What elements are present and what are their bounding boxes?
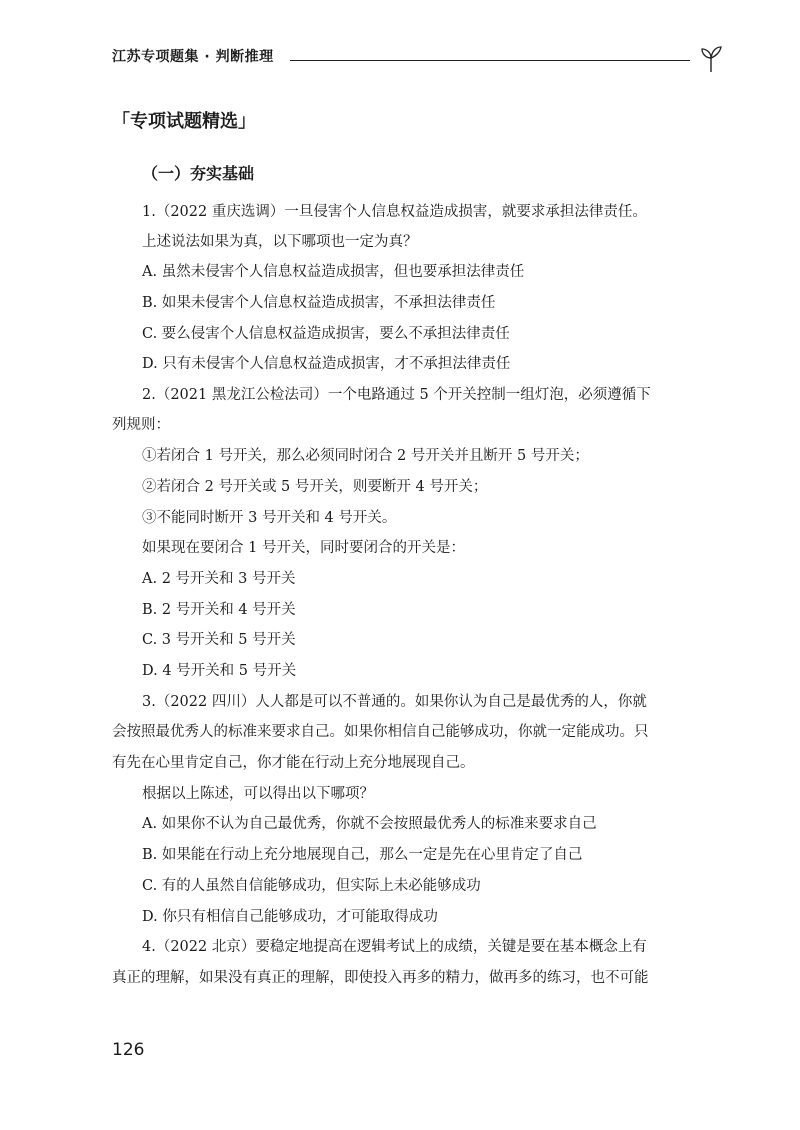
text-line: B. 如果能在行动上充分地展现自己，那么一定是先在心里肯定了自己 <box>142 847 583 863</box>
text-line: A. 虽然未侵害个人信息权益造成损害，但也要承担法律责任 <box>142 264 525 280</box>
header-title: 江苏专项题集 · 判断推理 <box>112 49 274 65</box>
text-line: 真正的理解，如果没有真正的理解，即使投入再多的精力，做再多的练习，也不可能 <box>112 970 649 986</box>
text-line: A. 如果你不认为自己最优秀，你就不会按照最优秀人的标准来要求自己 <box>142 816 597 832</box>
text-line: 列规则： <box>112 417 170 433</box>
text-line: 3.（2022 四川）人人都是可以不普通的。如果你认为自己是最优秀的人，你就 <box>142 694 647 710</box>
text-line: 如果现在要闭合 1 号开关，同时要闭合的开关是： <box>142 540 465 556</box>
header-rule <box>290 60 690 61</box>
text-line: D. 4 号开关和 5 号开关 <box>142 663 297 679</box>
text-line: B. 如果未侵害个人信息权益造成损害，不承担法律责任 <box>142 295 496 311</box>
text-line: C. 3 号开关和 5 号开关 <box>142 632 296 648</box>
section-title: 「专项试题精选」 <box>112 111 256 132</box>
page-number: 126 <box>112 1040 145 1060</box>
text-line: 根据以上陈述，可以得出以下哪项？ <box>142 786 374 802</box>
text-line: A. 2 号开关和 3 号开关 <box>142 571 296 587</box>
text-line: C. 有的人虽然自信能够成功，但实际上未必能够成功 <box>142 878 481 894</box>
text-line: 2.（2021 黑龙江公检法司）一个电路通过 5 个开关控制一组灯泡，必须遵循下 <box>142 387 651 403</box>
text-line: 会按照最优秀人的标准来要求自己。如果你相信自己能够成功，你就一定能成功。只 <box>112 724 649 740</box>
sprout-icon <box>696 44 726 74</box>
subsection-title: （一）夯实基础 <box>142 164 255 183</box>
text-line: 上述说法如果为真，以下哪项也一定为真？ <box>142 234 418 250</box>
text-line: 1.（2022 重庆选调）一旦侵害个人信息权益造成损害，就要求承担法律责任。 <box>142 204 647 220</box>
text-line: ①若闭合 1 号开关，那么必须同时闭合 2 号开关并且断开 5 号开关； <box>142 448 589 464</box>
text-line: B. 2 号开关和 4 号开关 <box>142 602 296 618</box>
text-line: 有先在心里肯定自己，你才能在行动上充分地展现自己。 <box>112 755 475 771</box>
text-line: D. 你只有相信自己能够成功，才可能取得成功 <box>142 909 438 925</box>
text-line: D. 只有未侵害个人信息权益造成损害，才不承担法律责任 <box>142 356 511 372</box>
text-line: ③不能同时断开 3 号开关和 4 号开关。 <box>142 510 397 526</box>
running-header <box>112 44 712 74</box>
text-line: C. 要么侵害个人信息权益造成损害，要么不承担法律责任 <box>142 326 510 342</box>
text-line: ②若闭合 2 号开关或 5 号开关，则要断开 4 号开关； <box>142 479 488 495</box>
text-line: 4.（2022 北京）要稳定地提高在逻辑考试上的成绩，关键是要在基本概念上有 <box>142 939 647 955</box>
